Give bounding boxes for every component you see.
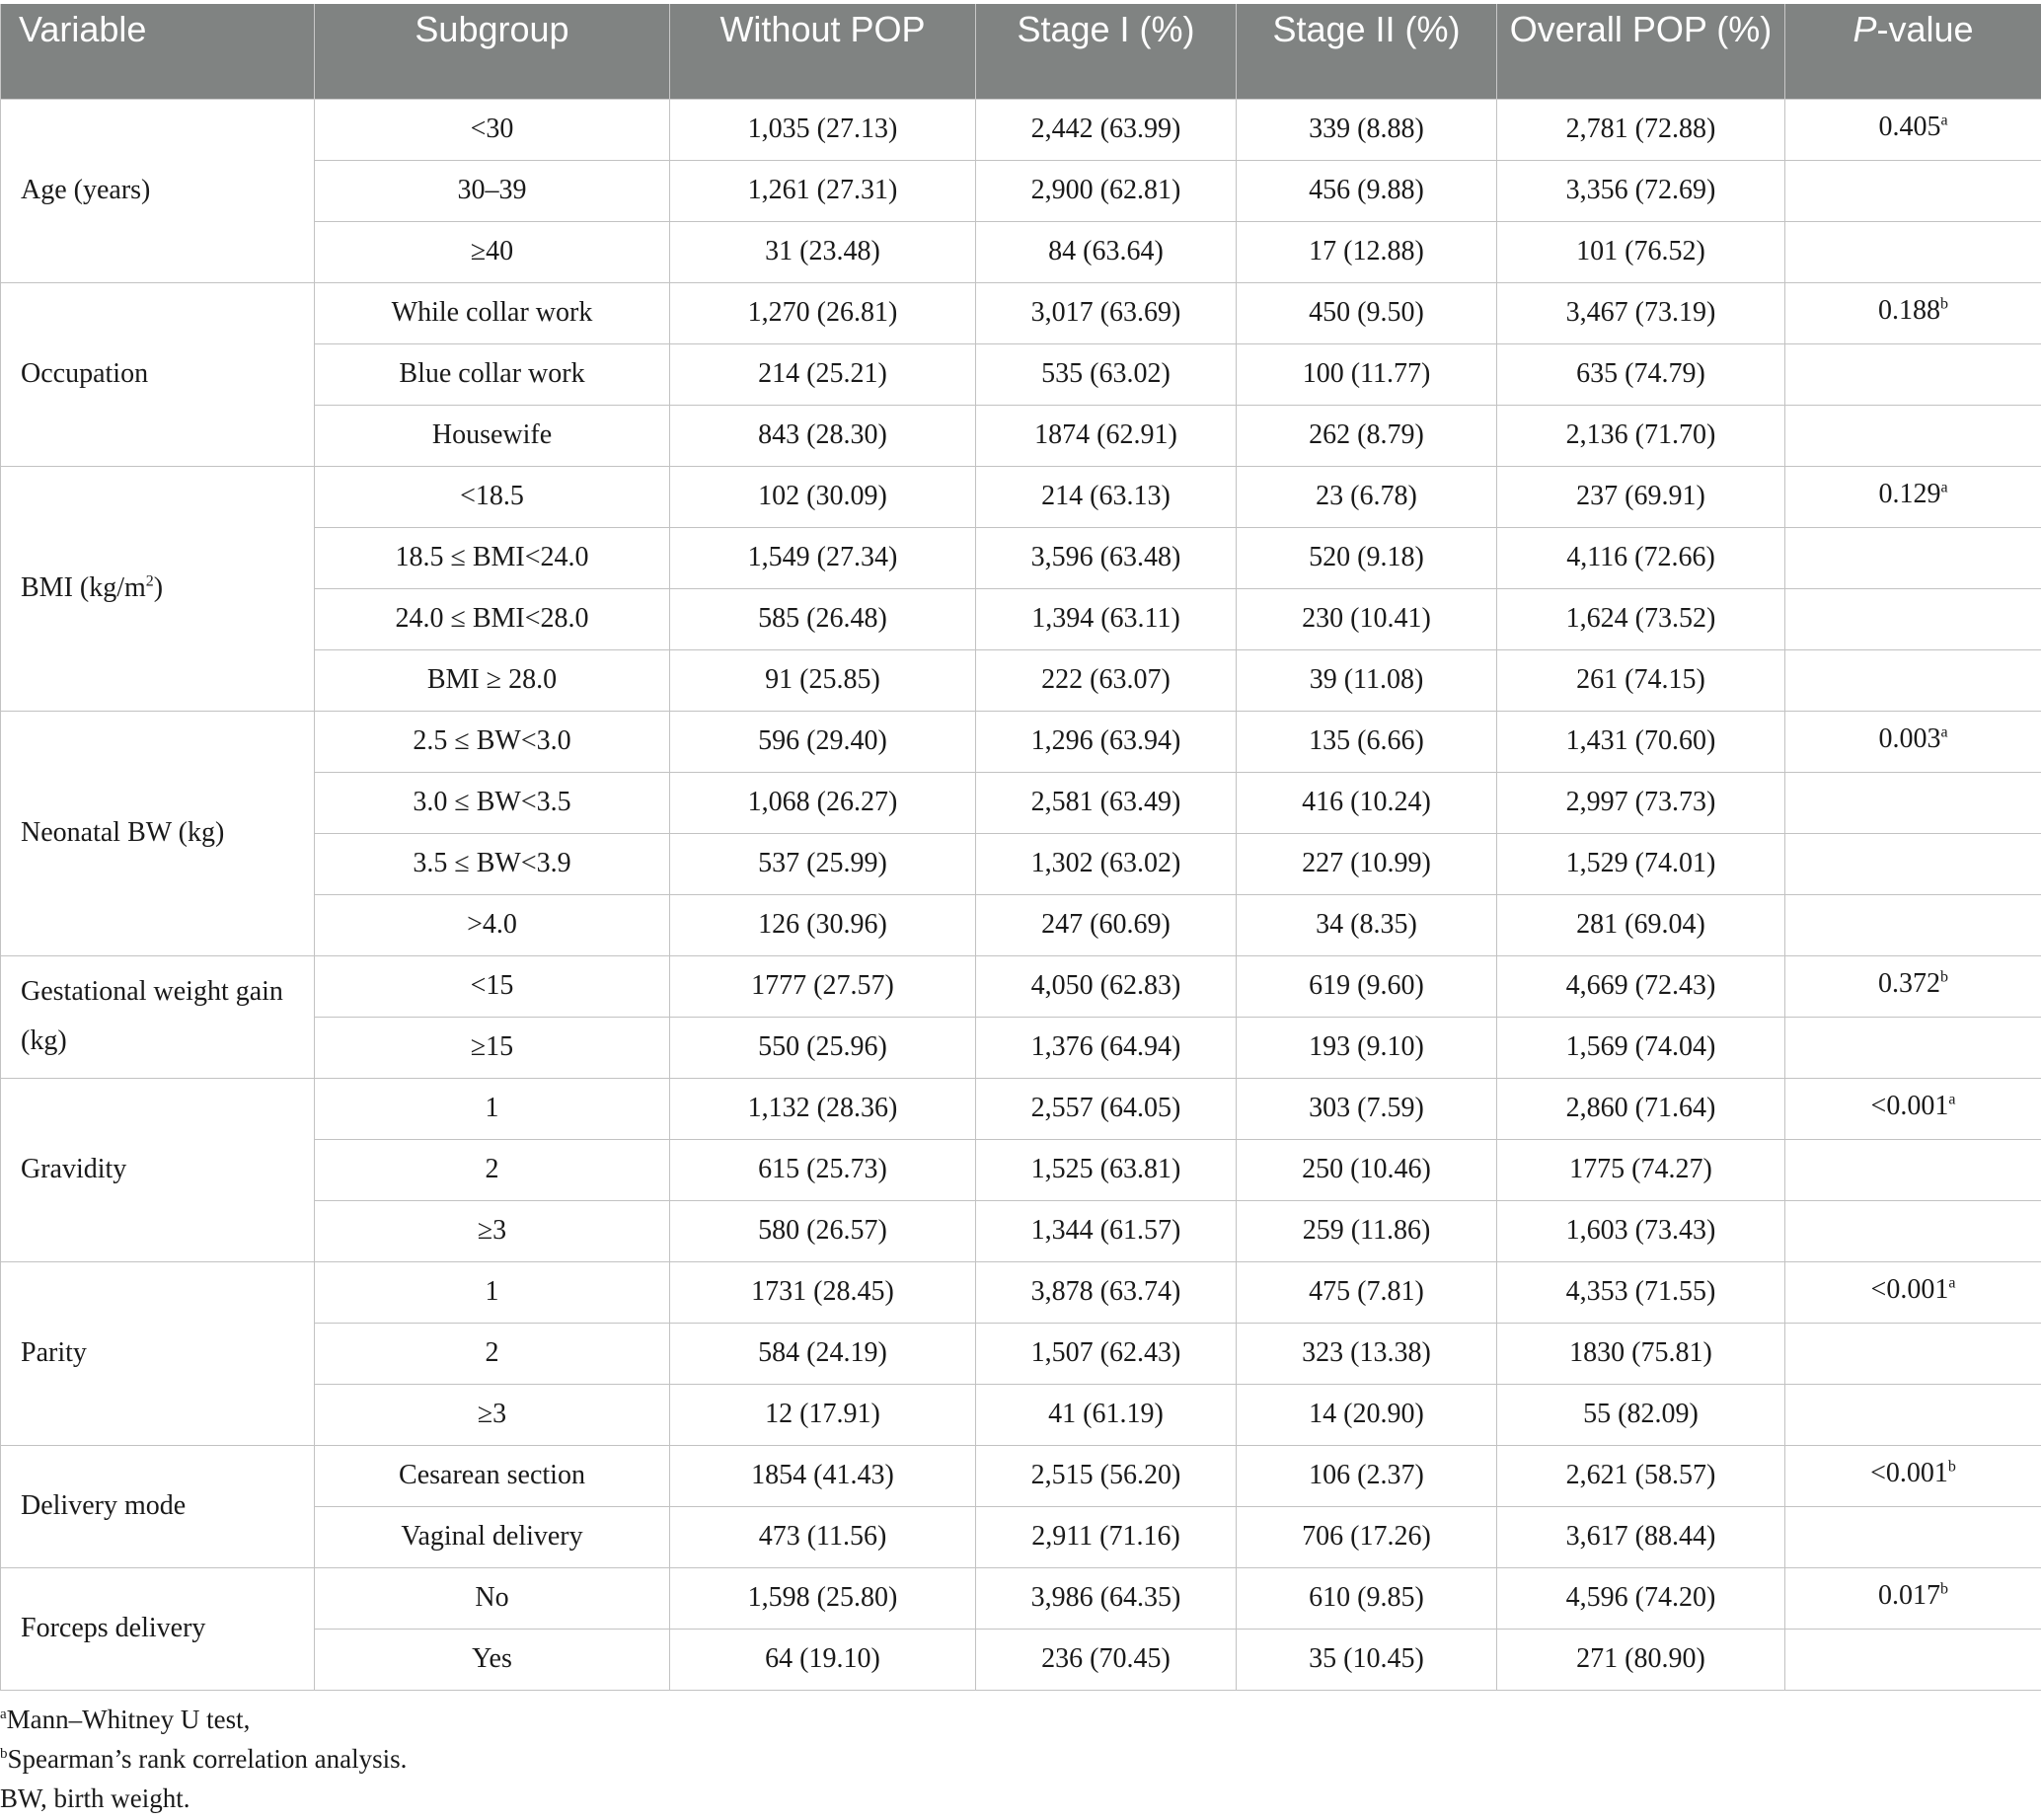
stage-1-cell: 41 (61.19) <box>976 1384 1237 1445</box>
stage-1-cell: 1,525 (63.81) <box>976 1139 1237 1200</box>
overall-pop-cell: 4,116 (72.66) <box>1497 527 1785 588</box>
overall-pop-cell: 237 (69.91) <box>1497 466 1785 527</box>
stage-2-cell: 259 (11.86) <box>1237 1200 1497 1261</box>
overall-pop-cell: 1,603 (73.43) <box>1497 1200 1785 1261</box>
stage-2-cell: 23 (6.78) <box>1237 466 1497 527</box>
p-value: <0.001 <box>1870 1457 1948 1488</box>
without-pop-cell: 843 (28.30) <box>670 405 976 466</box>
p-value-footnote-mark: a <box>1948 1091 1956 1108</box>
stage-1-cell: 2,442 (63.99) <box>976 99 1237 160</box>
subgroup-cell: ≥3 <box>315 1384 670 1445</box>
overall-pop-cell: 3,617 (88.44) <box>1497 1506 1785 1567</box>
overall-pop-cell: 4,669 (72.43) <box>1497 955 1785 1017</box>
without-pop-cell: 596 (29.40) <box>670 711 976 772</box>
stage-1-cell: 1,394 (63.11) <box>976 588 1237 649</box>
p-value-footnote-mark: a <box>1940 112 1948 129</box>
stage-2-cell: 706 (17.26) <box>1237 1506 1497 1567</box>
subgroup-cell: 2 <box>315 1139 670 1200</box>
subgroup-cell: 2.5 ≤ BW<3.0 <box>315 711 670 772</box>
subgroup-cell: Cesarean section <box>315 1445 670 1506</box>
stage-1-cell: 3,986 (64.35) <box>976 1567 1237 1629</box>
table-row <box>1 282 2041 343</box>
stage-1-cell: 247 (60.69) <box>976 894 1237 955</box>
without-pop-cell: 214 (25.21) <box>670 343 976 405</box>
without-pop-cell: 1854 (41.43) <box>670 1445 976 1506</box>
overall-pop-cell: 1,624 (73.52) <box>1497 588 1785 649</box>
p-value: <0.001 <box>1870 1273 1949 1305</box>
variable-label: Parity <box>21 1337 87 1368</box>
overall-pop-cell: 101 (76.52) <box>1497 221 1785 282</box>
p-value-cell <box>1785 221 2041 282</box>
p-value-footnote-mark: a <box>1940 479 1948 496</box>
header-subgroup: Subgroup <box>315 4 670 99</box>
p-value-footnote-mark: b <box>1940 1580 1948 1598</box>
p-value-cell <box>1785 160 2041 221</box>
subgroup-cell: 1 <box>315 1261 670 1323</box>
p-value-footnote-mark: a <box>1948 1274 1956 1292</box>
stage-2-cell: 475 (7.81) <box>1237 1261 1497 1323</box>
overall-pop-cell: 2,860 (71.64) <box>1497 1078 1785 1139</box>
overall-pop-cell: 2,136 (71.70) <box>1497 405 1785 466</box>
footnote-mark: b <box>0 1746 8 1762</box>
p-value: 0.188 <box>1878 294 1940 326</box>
variable-cell <box>1 711 315 955</box>
stage-1-cell: 4,050 (62.83) <box>976 955 1237 1017</box>
overall-pop-cell: 1830 (75.81) <box>1497 1323 1785 1384</box>
stage-1-cell: 1,296 (63.94) <box>976 711 1237 772</box>
overall-pop-cell: 2,621 (58.57) <box>1497 1445 1785 1506</box>
p-value-cell <box>1785 343 2041 405</box>
without-pop-cell: 1,132 (28.36) <box>670 1078 976 1139</box>
stage-2-cell: 35 (10.45) <box>1237 1629 1497 1690</box>
variable-superscript: 2 <box>145 572 154 590</box>
stage-1-cell: 3,878 (63.74) <box>976 1261 1237 1323</box>
without-pop-cell: 1,549 (27.34) <box>670 527 976 588</box>
stage-2-cell: 303 (7.59) <box>1237 1078 1497 1139</box>
stage-1-cell: 3,596 (63.48) <box>976 527 1237 588</box>
stage-1-cell: 535 (63.02) <box>976 343 1237 405</box>
overall-pop-cell: 261 (74.15) <box>1497 649 1785 711</box>
stage-2-cell: 17 (12.88) <box>1237 221 1497 282</box>
variable-cell <box>1 955 315 1078</box>
overall-pop-cell: 2,781 (72.88) <box>1497 99 1785 160</box>
p-value-cell <box>1785 772 2041 833</box>
without-pop-cell: 1,598 (25.80) <box>670 1567 976 1629</box>
stage-2-cell: 227 (10.99) <box>1237 833 1497 894</box>
without-pop-cell: 1,270 (26.81) <box>670 282 976 343</box>
footnote <box>0 1739 2041 1779</box>
p-value-cell <box>1785 588 2041 649</box>
overall-pop-cell: 271 (80.90) <box>1497 1629 1785 1690</box>
overall-pop-cell: 1775 (74.27) <box>1497 1139 1785 1200</box>
without-pop-cell: 102 (30.09) <box>670 466 976 527</box>
overall-pop-cell: 4,596 (74.20) <box>1497 1567 1785 1629</box>
table-row <box>1 711 2041 772</box>
table-row <box>1 955 2041 1017</box>
stage-2-cell: 34 (8.35) <box>1237 894 1497 955</box>
variable-cell <box>1 1261 315 1445</box>
header-overall-pop: Overall POP (%) <box>1497 4 1785 99</box>
footnote-text: Spearman’s rank correlation analysis. <box>7 1744 408 1774</box>
footnote-text: Mann–Whitney U test, <box>6 1705 251 1734</box>
stage-2-cell: 193 (9.10) <box>1237 1017 1497 1078</box>
p-value-cell <box>1785 1323 2041 1384</box>
subgroup-cell: While collar work <box>315 282 670 343</box>
subgroup-cell: >4.0 <box>315 894 670 955</box>
table-header <box>1 4 2041 99</box>
header-variable: Variable <box>1 4 315 99</box>
footnote <box>0 1700 2041 1739</box>
p-value-cell <box>1785 1384 2041 1445</box>
subgroup-cell: 3.5 ≤ BW<3.9 <box>315 833 670 894</box>
stage-2-cell: 323 (13.38) <box>1237 1323 1497 1384</box>
subgroup-cell: 2 <box>315 1323 670 1384</box>
header-p-italic: P <box>1852 9 1877 49</box>
subgroup-cell: <18.5 <box>315 466 670 527</box>
header-row <box>1 4 2041 99</box>
stage-2-cell: 520 (9.18) <box>1237 527 1497 588</box>
table-row <box>1 1445 2041 1506</box>
stage-1-cell: 2,557 (64.05) <box>976 1078 1237 1139</box>
stage-1-cell: 2,581 (63.49) <box>976 772 1237 833</box>
without-pop-cell: 584 (24.19) <box>670 1323 976 1384</box>
overall-pop-cell: 55 (82.09) <box>1497 1384 1785 1445</box>
stage-2-cell: 416 (10.24) <box>1237 772 1497 833</box>
variable-cell <box>1 466 315 711</box>
table-row <box>1 1261 2041 1323</box>
stage-2-cell: 339 (8.88) <box>1237 99 1497 160</box>
p-value-cell <box>1785 955 2041 1017</box>
stage-1-cell: 214 (63.13) <box>976 466 1237 527</box>
subgroup-cell: Blue collar work <box>315 343 670 405</box>
without-pop-cell: 64 (19.10) <box>670 1629 976 1690</box>
variable-label: Age (years) <box>21 175 151 205</box>
variable-label: Occupation <box>21 358 149 389</box>
variable-cell <box>1 1445 315 1567</box>
without-pop-cell: 550 (25.96) <box>670 1017 976 1078</box>
table-body <box>1 99 2041 1690</box>
subgroup-cell: Vaginal delivery <box>315 1506 670 1567</box>
without-pop-cell: 1,261 (27.31) <box>670 160 976 221</box>
p-value-cell <box>1785 1629 2041 1690</box>
p-value: 0.405 <box>1878 111 1941 142</box>
p-value-cell <box>1785 1506 2041 1567</box>
stage-2-cell: 100 (11.77) <box>1237 343 1497 405</box>
stage-2-cell: 230 (10.41) <box>1237 588 1497 649</box>
overall-pop-cell: 1,431 (70.60) <box>1497 711 1785 772</box>
p-value-cell <box>1785 649 2041 711</box>
p-value-cell <box>1785 894 2041 955</box>
stage-1-cell: 1874 (62.91) <box>976 405 1237 466</box>
p-value-cell <box>1785 282 2041 343</box>
p-value-cell <box>1785 833 2041 894</box>
subgroup-cell: <15 <box>315 955 670 1017</box>
p-value-cell <box>1785 1261 2041 1323</box>
table-footnotes <box>0 1700 2041 1818</box>
p-value-footnote-mark: b <box>1947 1458 1956 1476</box>
subgroup-cell: ≥15 <box>315 1017 670 1078</box>
p-value-cell <box>1785 99 2041 160</box>
overall-pop-cell: 3,356 (72.69) <box>1497 160 1785 221</box>
overall-pop-cell: 1,569 (74.04) <box>1497 1017 1785 1078</box>
p-value-cell <box>1785 466 2041 527</box>
without-pop-cell: 615 (25.73) <box>670 1139 976 1200</box>
stage-2-cell: 14 (20.90) <box>1237 1384 1497 1445</box>
stage-1-cell: 3,017 (63.69) <box>976 282 1237 343</box>
stage-1-cell: 1,344 (61.57) <box>976 1200 1237 1261</box>
footnote-text: BW, birth weight. <box>0 1783 190 1813</box>
without-pop-cell: 537 (25.99) <box>670 833 976 894</box>
p-value: 0.003 <box>1878 722 1941 754</box>
variable-cell <box>1 99 315 282</box>
subgroup-cell: BMI ≥ 28.0 <box>315 649 670 711</box>
stage-1-cell: 84 (63.64) <box>976 221 1237 282</box>
stage-1-cell: 1,507 (62.43) <box>976 1323 1237 1384</box>
subgroup-cell: ≥40 <box>315 221 670 282</box>
without-pop-cell: 91 (25.85) <box>670 649 976 711</box>
variable-label: Neonatal BW (kg) <box>21 817 225 848</box>
p-value-footnote-mark: b <box>1940 968 1948 986</box>
p-value-cell <box>1785 1139 2041 1200</box>
stage-1-cell: 2,900 (62.81) <box>976 160 1237 221</box>
header-stage-1: Stage I (%) <box>976 4 1237 99</box>
header-without-pop: Without POP <box>670 4 976 99</box>
subgroup-cell: ≥3 <box>315 1200 670 1261</box>
p-value: 0.372 <box>1878 967 1940 999</box>
without-pop-cell: 126 (30.96) <box>670 894 976 955</box>
subgroup-cell: 24.0 ≤ BMI<28.0 <box>315 588 670 649</box>
variable-label: Gestational weight gain (kg) <box>21 976 283 1056</box>
p-value-footnote-mark: b <box>1940 295 1948 313</box>
p-value-cell <box>1785 1078 2041 1139</box>
stage-2-cell: 39 (11.08) <box>1237 649 1497 711</box>
stage-2-cell: 135 (6.66) <box>1237 711 1497 772</box>
stage-2-cell: 610 (9.85) <box>1237 1567 1497 1629</box>
stage-1-cell: 222 (63.07) <box>976 649 1237 711</box>
subgroup-cell: 1 <box>315 1078 670 1139</box>
overall-pop-cell: 1,529 (74.01) <box>1497 833 1785 894</box>
without-pop-cell: 580 (26.57) <box>670 1200 976 1261</box>
without-pop-cell: 31 (23.48) <box>670 221 976 282</box>
variable-label: BMI (kg/m <box>21 572 146 603</box>
header-p-rest: -value <box>1876 9 1974 49</box>
variable-label: Delivery mode <box>21 1490 187 1521</box>
overall-pop-cell: 281 (69.04) <box>1497 894 1785 955</box>
subgroup-cell: <30 <box>315 99 670 160</box>
p-value: 0.017 <box>1878 1579 1940 1611</box>
subgroup-cell: Yes <box>315 1629 670 1690</box>
table-row <box>1 1078 2041 1139</box>
overall-pop-cell: 4,353 (71.55) <box>1497 1261 1785 1323</box>
p-value-cell <box>1785 405 2041 466</box>
without-pop-cell: 1777 (27.57) <box>670 955 976 1017</box>
variable-label: Forceps delivery <box>21 1613 206 1643</box>
variable-cell <box>1 1078 315 1261</box>
header-p-value <box>1785 4 2041 99</box>
p-value-cell <box>1785 1200 2041 1261</box>
subgroup-cell: 30–39 <box>315 160 670 221</box>
without-pop-cell: 1,068 (26.27) <box>670 772 976 833</box>
stage-1-cell: 1,376 (64.94) <box>976 1017 1237 1078</box>
table-row <box>1 99 2041 160</box>
variable-cell <box>1 1567 315 1690</box>
stage-2-cell: 450 (9.50) <box>1237 282 1497 343</box>
p-value-cell <box>1785 527 2041 588</box>
table-row <box>1 1567 2041 1629</box>
header-stage-2: Stage II (%) <box>1237 4 1497 99</box>
stage-2-cell: 619 (9.60) <box>1237 955 1497 1017</box>
stage-1-cell: 2,911 (71.16) <box>976 1506 1237 1567</box>
without-pop-cell: 585 (26.48) <box>670 588 976 649</box>
p-value-footnote-mark: a <box>1940 723 1948 741</box>
variable-cell <box>1 282 315 466</box>
p-value: 0.129 <box>1878 478 1941 509</box>
p-value-cell <box>1785 1445 2041 1506</box>
stage-1-cell: 236 (70.45) <box>976 1629 1237 1690</box>
without-pop-cell: 473 (11.56) <box>670 1506 976 1567</box>
subgroup-cell: No <box>315 1567 670 1629</box>
stage-1-cell: 2,515 (56.20) <box>976 1445 1237 1506</box>
p-value-cell <box>1785 1017 2041 1078</box>
pop-characteristics-table <box>0 4 2041 1691</box>
stage-2-cell: 250 (10.46) <box>1237 1139 1497 1200</box>
overall-pop-cell: 635 (74.79) <box>1497 343 1785 405</box>
stage-2-cell: 456 (9.88) <box>1237 160 1497 221</box>
overall-pop-cell: 3,467 (73.19) <box>1497 282 1785 343</box>
overall-pop-cell: 2,997 (73.73) <box>1497 772 1785 833</box>
stage-1-cell: 1,302 (63.02) <box>976 833 1237 894</box>
without-pop-cell: 1,035 (27.13) <box>670 99 976 160</box>
footnote-mark: a <box>0 1706 7 1722</box>
variable-label-end: ) <box>153 572 164 603</box>
p-value: <0.001 <box>1870 1090 1949 1121</box>
footnote <box>0 1779 2041 1818</box>
stage-2-cell: 262 (8.79) <box>1237 405 1497 466</box>
stage-2-cell: 106 (2.37) <box>1237 1445 1497 1506</box>
subgroup-cell: 18.5 ≤ BMI<24.0 <box>315 527 670 588</box>
subgroup-cell: Housewife <box>315 405 670 466</box>
without-pop-cell: 12 (17.91) <box>670 1384 976 1445</box>
variable-label: Gravidity <box>21 1154 127 1184</box>
table-row <box>1 466 2041 527</box>
p-value-cell <box>1785 1567 2041 1629</box>
subgroup-cell: 3.0 ≤ BW<3.5 <box>315 772 670 833</box>
p-value-cell <box>1785 711 2041 772</box>
without-pop-cell: 1731 (28.45) <box>670 1261 976 1323</box>
